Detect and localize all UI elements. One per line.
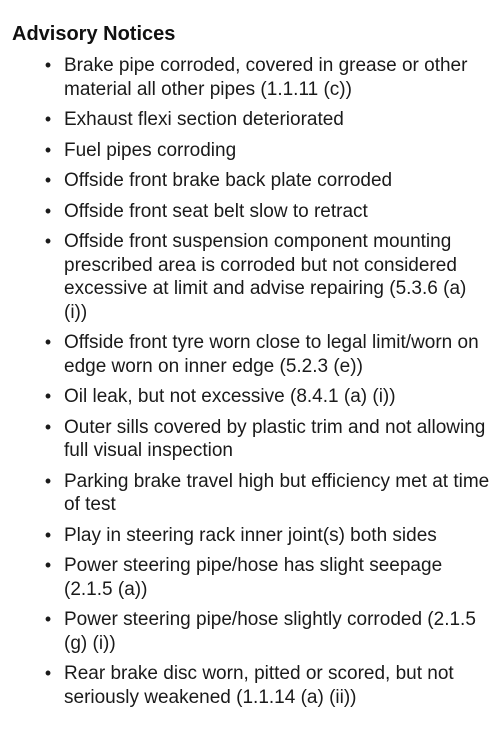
advisory-notice-text: Exhaust flexi section deteriorated xyxy=(64,109,344,130)
bullet-icon: • xyxy=(44,231,52,251)
advisory-notice-text: Offside front suspension component mounting prescribed area is corroded but not considered excessive at limit and advise repairing (5.3.6 (a) (i)) xyxy=(64,231,467,323)
advisory-notice-text: Brake pipe corroded, covered in grease or other material all other pipes (1.1.11 (c)) xyxy=(64,55,468,100)
bullet-icon: • xyxy=(44,555,52,575)
advisory-notice-text: Power steering pipe/hose slightly corroded (2.1.5 (g) (i)) xyxy=(64,609,476,654)
advisory-notice-item xyxy=(12,200,492,224)
advisory-notice-text: Fuel pipes corroding xyxy=(64,139,237,161)
bullet-icon: • xyxy=(44,524,52,545)
advisory-notice-item xyxy=(12,470,492,517)
advisory-notice-text: Play in steering rack inner joint(s) both sides xyxy=(64,524,437,546)
advisory-notice-item xyxy=(12,554,492,601)
bullet-icon: • xyxy=(44,139,52,160)
bullet-icon: • xyxy=(44,332,52,352)
bullet-icon: • xyxy=(44,416,52,437)
advisory-notice-text: Outer sills covered by plastic trim and not allowing full visual inspection xyxy=(64,416,486,461)
advisory-notice-list xyxy=(12,54,492,709)
bullet-icon: • xyxy=(44,170,52,190)
advisory-notice-item xyxy=(12,524,492,548)
advisory-notice-text: Offside front seat belt slow to retract xyxy=(64,200,368,222)
bullet-icon: • xyxy=(44,386,52,406)
advisory-notice-item xyxy=(12,54,492,101)
advisory-notice-text: Offside front tyre worn close to legal limit/worn on edge worn on inner edge (5.2.3 (e)) xyxy=(64,332,479,377)
bullet-icon: • xyxy=(44,609,52,629)
advisory-notice-item xyxy=(12,416,492,463)
advisory-notice-text: Rear brake disc worn, pitted or scored, but not seriously weakened (1.1.14 (a) (ii)) xyxy=(64,663,454,708)
advisory-notice-item xyxy=(12,230,492,324)
section-heading: Advisory Notices xyxy=(12,23,176,45)
advisory-notice-item xyxy=(12,139,492,163)
advisory-notice-text: Power steering pipe/hose has slight seepage (2.1.5 (a)) xyxy=(64,555,443,600)
advisory-notice-text: Oil leak, but not excessive (8.4.1 (a) (i)) xyxy=(64,386,396,407)
advisory-notice-item xyxy=(12,662,492,709)
advisory-notice-item xyxy=(12,608,492,655)
advisory-notice-item xyxy=(12,385,492,409)
advisory-notice-item xyxy=(12,169,492,193)
advisory-notice-text: Offside front brake back plate corroded xyxy=(64,170,393,191)
bullet-icon: • xyxy=(44,200,52,221)
bullet-icon: • xyxy=(44,109,52,129)
bullet-icon: • xyxy=(44,55,52,75)
advisory-notice-item xyxy=(12,108,492,132)
bullet-icon: • xyxy=(44,663,52,683)
advisory-notice-text: Parking brake travel high but efficiency met at time of test xyxy=(64,470,490,515)
advisory-notice-item xyxy=(12,331,492,378)
bullet-icon: • xyxy=(44,470,52,491)
